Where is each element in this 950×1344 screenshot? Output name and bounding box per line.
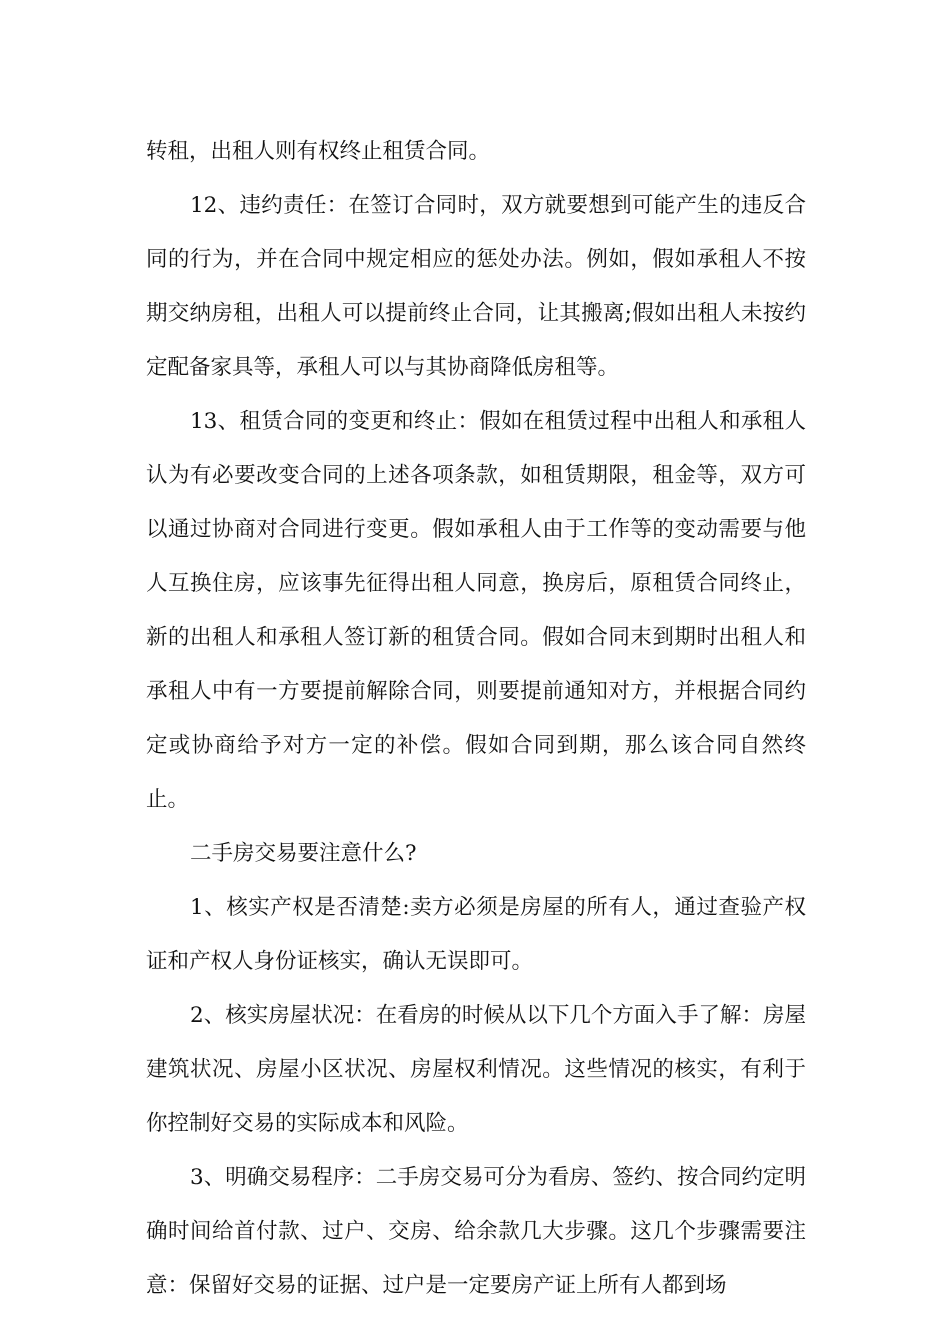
document-page bbox=[146, 125, 806, 1313]
section-heading-second-hand-housing: 二手房交易要注意什么? bbox=[190, 841, 417, 866]
paragraph-breach-liability: 12、违约责任：在签订合同时，双方就要想到可能产生的违反合同的行为，并在合同中规定相应的惩处办法。例如，假如承租人不按期交纳房租，出租人可以提前终止合同，让其搬离;假如出租人未按约定配备家具等，承租人可以与其协商降低房租等。 bbox=[146, 193, 806, 380]
paragraph-verify-house-condition: 2、核实房屋状况：在看房的时候从以下几个方面入手了解：房屋建筑状况、房屋小区状况、房屋权利情况。这些情况的核实，有利于你控制好交易的实际成本和风险。 bbox=[146, 1003, 806, 1136]
paragraph-verify-ownership: 1、核实产权是否清楚:卖方必须是房屋的所有人，通过查验产权证和产权人身份证核实，确认无误即可。 bbox=[146, 895, 806, 974]
paragraph-transaction-procedure: 3、明确交易程序：二手房交易可分为看房、签约、按合同约定明确时间给首付款、过户、交房、给余款几大步骤。这几个步骤需要注意：保留好交易的证据、过户是一定要房产证上所有人都到场 bbox=[146, 1165, 806, 1298]
paragraph-sublease-termination: 转租，出租人则有权终止租赁合同。 bbox=[146, 139, 491, 164]
paragraph-contract-change-termination: 13、租赁合同的变更和终止：假如在租赁过程中出租人和承租人认为有必要改变合同的上述各项条款，如租赁期限，租金等，双方可以通过协商对合同进行变更。假如承租人由于工作等的变动需要与他人互换住房，应该事先征得出租人同意，换房后，原租赁合同终止，新的出租人和承租人签订新的租赁合同。假如合同末到期时出租人和承租人中有一方要提前解除合同，则要提前通知对方，并根据合同约定或协商给予对方一定的补偿。假如合同到期，那么该合同自然终止。 bbox=[146, 409, 806, 812]
